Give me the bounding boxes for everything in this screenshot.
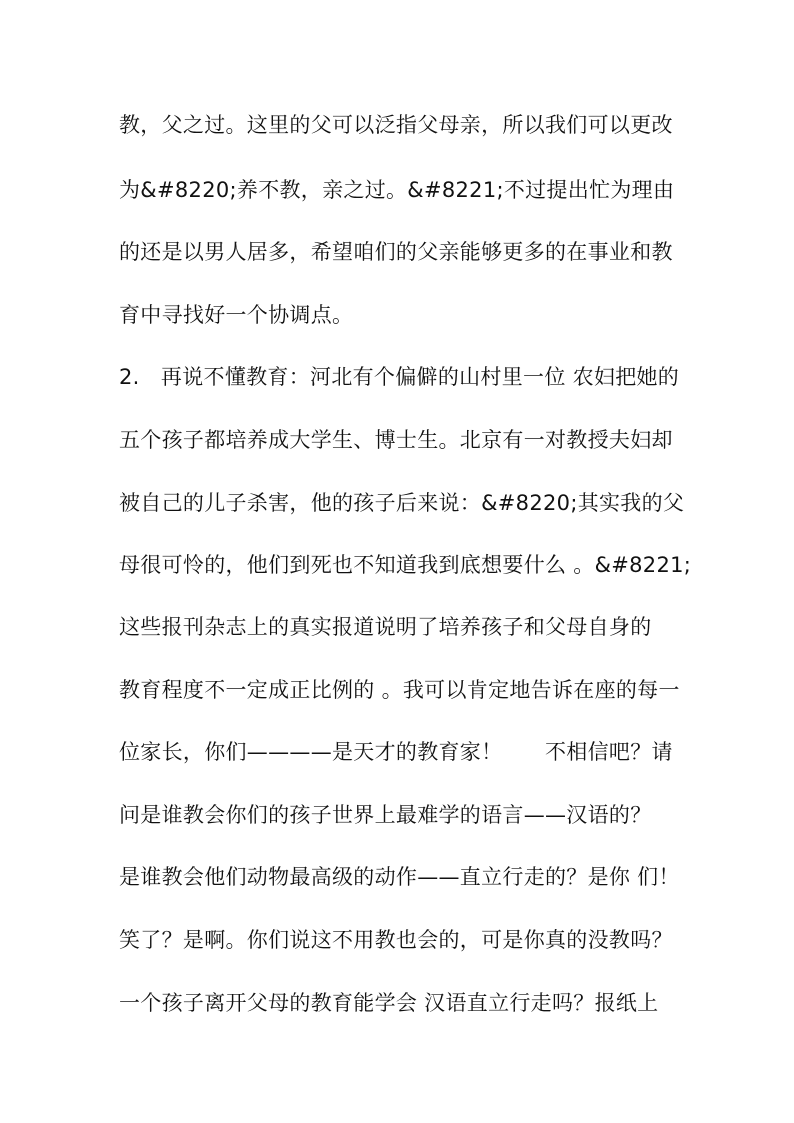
- text-line: 一个孩子离开父母的教育能学会 汉语直立行走吗？报纸上: [119, 991, 659, 1015]
- text-line: 教育程度不一定成正比例的 。我可以肯定地告诉在座的每一: [119, 678, 680, 702]
- text-line: 教，父之过。这里的父可以泛指父母亲，所以我们可以更改: [119, 113, 673, 137]
- text-line: 被自己的儿子杀害，他的孩子后来说：&#8220;其实我的父: [119, 491, 685, 515]
- text-line: 笑了？是啊。你们说这不用教也会的，可是你真的没教吗？: [119, 928, 673, 952]
- text-line: 育中寻找好一个协调点。: [119, 303, 354, 327]
- text-line: 问是谁教会你们的孩子世界上最难学的语言——汉语的？: [119, 803, 652, 827]
- text-line: 母很可怜的，他们到死也不知道我到底想要什么 。&#8221;: [119, 553, 692, 577]
- text-line: 位家长，你们————是天才的教育家！ 不相信吧？请: [119, 740, 673, 764]
- text-line: 是谁教会他们动物最高级的动作——直立行走的？是你 们！: [119, 865, 680, 889]
- text-line: 这些报刊杂志上的真实报道说明了培养孩子和父母自身的: [119, 615, 652, 639]
- text-line: 五个孩子都培养成大学生、博士生。北京有一对教授夫妇却: [119, 428, 673, 452]
- text-line: 2. 再说不懂教育：河北有个偏僻的山村里一位 农妇把她的: [119, 365, 680, 389]
- text-line: 为&#8220;养不教，亲之过。&#8221;不过提出忙为理由: [119, 178, 675, 202]
- text-line: 的还是以男人居多，希望咱们的父亲能够更多的在事业和教: [119, 240, 673, 264]
